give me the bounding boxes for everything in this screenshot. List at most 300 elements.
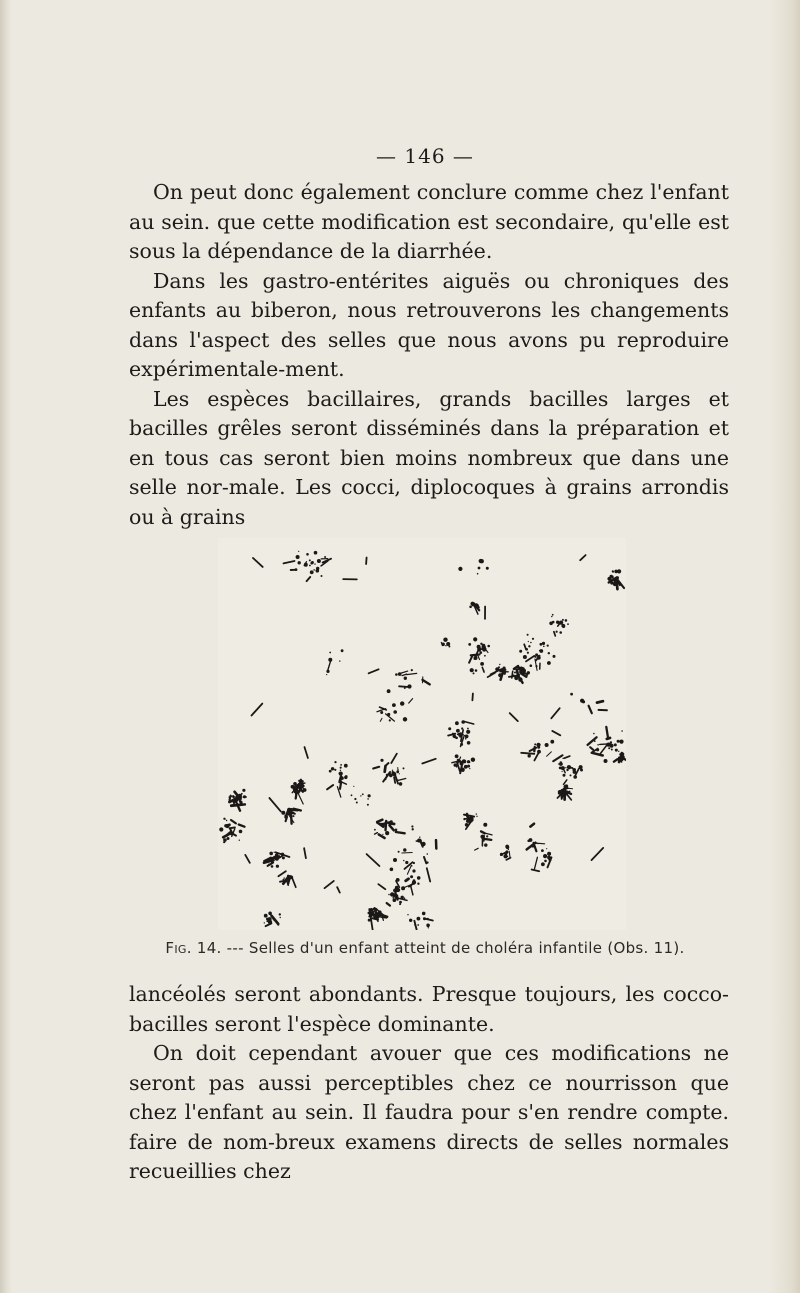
coccus-dot [385, 778, 387, 780]
coccus-dot [280, 917, 281, 918]
coccus-dot [507, 856, 509, 858]
bacillus-rod [391, 754, 397, 763]
coccus-dot [393, 710, 397, 714]
figure-illustration [218, 538, 626, 930]
coccus-dot [411, 825, 413, 827]
coccus-dot [480, 643, 482, 645]
bacillus-stroke [399, 686, 410, 687]
bacillus-stroke [223, 833, 230, 837]
bacillus-stroke [486, 833, 493, 835]
bacillus-stroke [327, 660, 331, 671]
bacillus-stroke [590, 747, 593, 750]
coccus-dot [314, 563, 315, 564]
page-number: — 146 — [376, 144, 474, 168]
coccus-dot [356, 802, 358, 804]
coccus-dot [560, 761, 562, 763]
coccus-dot [565, 791, 569, 795]
coccus-dot [622, 753, 625, 756]
coccus-dot [284, 877, 285, 878]
coccus-dot [528, 641, 529, 642]
coccus-dot [514, 672, 516, 674]
coccus-dot [334, 761, 336, 763]
coccus-dot [417, 924, 419, 926]
bacillus-stroke [394, 777, 395, 783]
coccus-dot [468, 643, 471, 646]
coccus-dot [506, 850, 508, 852]
coccus-dot [448, 727, 451, 730]
coccus-dot [310, 570, 314, 574]
coccus-dot [368, 794, 371, 797]
coccus-dot [482, 645, 486, 649]
bacillus-stroke [375, 833, 378, 835]
bacillus-stroke [606, 727, 608, 737]
coccus-dot [518, 677, 522, 681]
coccus-dot [530, 664, 533, 667]
coccus-dot [559, 631, 562, 634]
coccus-dot [469, 768, 470, 769]
bacillus-rod [305, 747, 308, 758]
bacillus-rod [592, 848, 604, 860]
coccus-dot [470, 668, 474, 672]
coccus-dot [463, 770, 465, 772]
coccus-dot [552, 614, 554, 616]
coccus-dot [484, 843, 487, 846]
coccus-dot [570, 693, 573, 696]
coccus-dot [612, 570, 614, 572]
coccus-dot [283, 879, 285, 881]
coccus-dot [480, 835, 484, 839]
coccus-dot [396, 878, 400, 882]
coccus-dot [390, 820, 393, 823]
coccus-dot [404, 897, 406, 899]
coccus-dot [329, 770, 332, 773]
text-block-bottom [129, 980, 729, 1187]
coccus-dot [273, 860, 275, 862]
coccus-dot [556, 631, 558, 633]
coccus-dot [458, 567, 462, 571]
bacillus-rod [427, 868, 430, 881]
coccus-dot [467, 741, 471, 745]
bacillus-stroke [509, 851, 510, 857]
bacillus-stroke [471, 654, 480, 655]
coccus-dot [411, 865, 413, 867]
coccus-dot [395, 829, 398, 832]
bacillus-rod [580, 555, 585, 560]
bacillus-stroke [564, 756, 570, 758]
coccus-dot [527, 652, 529, 654]
coccus-dot [448, 646, 450, 648]
coccus-dot [501, 853, 503, 855]
coccus-dot [390, 892, 394, 896]
coccus-dot [419, 837, 420, 838]
coccus-dot [553, 655, 556, 658]
coccus-dot [447, 735, 449, 737]
coccus-dot [235, 796, 238, 799]
coccus-dot [621, 730, 623, 732]
coccus-dot [328, 658, 332, 662]
bacillus-stroke [526, 656, 534, 662]
coccus-dot [387, 713, 390, 716]
coccus-dot [306, 553, 309, 556]
coccus-dot [426, 861, 428, 863]
coccus-dot [392, 703, 396, 707]
coccus-dot [310, 562, 313, 565]
paragraph: Les espèces bacillaires, grands bacilles larges et bacilles grêles seront disséminés dans la préparation et en tous cas seront bien moins nombreux que dans une selle nor-male. Les cocci, diplocoques à grains arrondis ou à grains [129, 386, 729, 529]
coccus-dot [568, 765, 571, 768]
coccus-dot [351, 794, 353, 796]
bacillus-stroke [298, 793, 303, 804]
coccus-dot [268, 863, 270, 865]
coccus-dot [384, 769, 386, 771]
coccus-dot [561, 766, 565, 770]
coccus-dot [456, 729, 460, 733]
coccus-dot [377, 914, 379, 916]
coccus-dot [469, 606, 472, 609]
coccus-dot [597, 744, 599, 746]
coccus-dot [580, 769, 583, 772]
coccus-dot [300, 779, 302, 781]
coccus-dot [505, 845, 509, 849]
coccus-dot [570, 774, 572, 776]
coccus-dot [389, 719, 391, 721]
coccus-dot [380, 711, 383, 714]
coccus-dot [476, 816, 477, 817]
coccus-dot [544, 860, 547, 863]
coccus-dot [298, 561, 301, 564]
coccus-dot [530, 642, 532, 644]
coccus-dot [392, 771, 395, 774]
coccus-dot [611, 749, 613, 751]
coccus-dot [423, 917, 426, 920]
coccus-dot [567, 623, 569, 625]
coccus-dot [403, 860, 404, 861]
bacillus-stroke [239, 825, 245, 827]
coccus-dot [345, 775, 348, 778]
coccus-dot [546, 848, 547, 849]
coccus-dot [417, 876, 421, 880]
coccus-dot [340, 767, 342, 769]
coccus-dot [483, 670, 485, 672]
coccus-dot [334, 769, 336, 771]
coccus-dot [608, 747, 610, 749]
bacillus-stroke [266, 923, 272, 926]
coccus-dot [467, 728, 469, 730]
coccus-dot [611, 576, 614, 579]
coccus-dot [417, 917, 421, 921]
coccus-dot [527, 634, 529, 636]
coccus-dot [411, 669, 413, 671]
coccus-dot [301, 786, 303, 788]
page-binding-edge [0, 0, 12, 1293]
coccus-dot [388, 894, 390, 896]
coccus-dot [317, 559, 321, 563]
coccus-dot [519, 650, 522, 653]
coccus-dot [486, 567, 489, 570]
coccus-dot [272, 857, 274, 859]
coccus-dot [562, 771, 563, 772]
coccus-dot [223, 841, 225, 843]
coccus-dot [367, 798, 369, 800]
coccus-dot [277, 856, 279, 858]
coccus-dot [519, 671, 521, 673]
coccus-dot [548, 652, 550, 654]
coccus-dot [309, 559, 311, 561]
coccus-dot [412, 828, 414, 830]
coccus-dot [339, 660, 340, 661]
coccus-dot [329, 652, 331, 654]
coccus-dot [395, 673, 398, 676]
bacillus-stroke [535, 857, 538, 869]
coccus-dot [232, 796, 235, 799]
coccus-dot [326, 674, 327, 675]
coccus-dot [474, 604, 476, 606]
coccus-dot [462, 759, 466, 763]
coccus-dot [303, 788, 307, 792]
coccus-dot [460, 743, 463, 746]
coccus-dot [385, 821, 388, 824]
coccus-dot [340, 764, 342, 766]
bacillus-stroke [401, 671, 407, 673]
coccus-dot [417, 883, 419, 885]
coccus-dot [573, 770, 577, 774]
bacillus-rod [532, 870, 540, 872]
coccus-dot [367, 804, 369, 806]
paragraph: Dans les gastro-entérites aiguës ou chroniques des enfants au biberon, nous retrouverons les changements dans l'aspect des selles que nous avons pu reproduire expérimentale-ment. [129, 268, 729, 381]
figure-label: Fig. 14. [165, 939, 222, 957]
coccus-dot [471, 817, 474, 820]
coccus-dot [399, 782, 403, 786]
coccus-dot [461, 720, 465, 724]
coccus-dot [472, 602, 474, 604]
coccus-dot [545, 743, 549, 747]
coccus-dot [541, 862, 545, 866]
coccus-dot [385, 831, 389, 835]
coccus-dot [407, 914, 408, 915]
coccus-dot [528, 645, 530, 647]
bacillus-stroke [600, 744, 610, 745]
coccus-dot [547, 661, 551, 665]
coccus-dot [382, 834, 383, 835]
bacillus-stroke [230, 796, 231, 800]
bacillus-stroke [554, 632, 555, 636]
bacillus-rod [325, 881, 334, 888]
coccus-dot [556, 621, 559, 624]
coccus-dot [426, 924, 430, 928]
bacillus-rod [269, 798, 280, 811]
bacillus-stroke [506, 858, 510, 860]
coccus-dot [390, 868, 394, 872]
coccus-dot [477, 573, 479, 575]
coccus-dot [397, 769, 399, 771]
bacillus-stroke [530, 824, 534, 827]
coccus-dot [264, 914, 268, 918]
coccus-dot [399, 901, 402, 904]
coccus-dot [354, 798, 356, 800]
paragraph: lancéolés seront abondants. Presque toujours, les cocco-bacilles seront l'espèce dominante. [129, 982, 729, 1036]
coccus-dot [617, 740, 620, 743]
coccus-dot [455, 721, 459, 725]
coccus-dot [266, 918, 269, 921]
coccus-dot [616, 577, 619, 580]
coccus-dot [226, 820, 227, 821]
bacillus-stroke [414, 921, 416, 930]
coccus-dot [551, 616, 552, 617]
coccus-dot [273, 918, 276, 921]
coccus-dot [396, 779, 398, 781]
coccus-dot [227, 837, 230, 840]
bacillus-stroke [307, 577, 311, 581]
bacillus-stroke [231, 820, 236, 823]
coccus-dot [467, 817, 470, 820]
bacillus-stroke [387, 903, 390, 906]
coccus-dot [362, 793, 364, 795]
coccus-dot [465, 738, 467, 740]
bacillus-stroke [454, 736, 457, 738]
coccus-dot [393, 858, 397, 862]
coccus-dot [465, 824, 467, 826]
coccus-dot [341, 649, 344, 652]
bacillus-rod [252, 704, 263, 716]
coccus-dot [487, 645, 490, 648]
bacillus-stroke [327, 785, 333, 789]
bacillus-stroke [398, 779, 406, 781]
coccus-dot [618, 751, 619, 752]
coccus-dot [540, 643, 543, 646]
bacillus-stroke [423, 680, 430, 685]
coccus-dot [565, 767, 566, 768]
coccus-dot [527, 840, 530, 843]
coccus-dot [345, 765, 346, 766]
coccus-dot [404, 677, 407, 680]
coccus-dot [239, 840, 240, 841]
coccus-dot [539, 650, 541, 652]
bacillus-rod [551, 708, 559, 718]
coccus-dot [441, 643, 445, 647]
coccus-dot [264, 922, 265, 923]
coccus-dot [475, 669, 478, 672]
coccus-dot [550, 740, 554, 744]
coccus-dot [523, 655, 527, 659]
coccus-dot [446, 642, 450, 646]
coccus-dot [313, 569, 315, 571]
coccus-dot [316, 569, 320, 573]
bacillus-stroke [589, 706, 592, 713]
coccus-dot [396, 770, 399, 773]
coccus-dot [480, 662, 484, 666]
coccus-dot [340, 770, 341, 771]
coccus-dot [621, 761, 622, 762]
coccus-dot [422, 912, 426, 916]
bacillus-rod [304, 848, 306, 858]
coccus-dot [403, 767, 405, 769]
coccus-dot [339, 772, 343, 776]
coccus-dot [380, 759, 383, 762]
bacillus-stroke [380, 718, 382, 721]
bacillus-stroke [424, 857, 426, 863]
bacillus-stroke [553, 755, 562, 761]
coccus-dot [483, 823, 487, 827]
bacillus-stroke [534, 843, 544, 844]
bacillus-stroke [464, 722, 474, 725]
bacillus-stroke [340, 782, 341, 789]
coccus-dot [547, 645, 549, 647]
coccus-dot [413, 879, 416, 882]
coccus-dot [534, 743, 536, 745]
bacillus-stroke [547, 752, 552, 757]
coccus-dot [541, 849, 544, 852]
coccus-dot [409, 919, 412, 922]
coccus-dot [428, 927, 429, 928]
coccus-dot [558, 763, 559, 764]
bacillus-stroke [402, 853, 412, 854]
bacillus-rod [337, 887, 340, 892]
figure-caption-text: --- Selles d'un enfant atteint de choléra infantile (Obs. 11). [221, 939, 685, 957]
coccus-dot [562, 619, 564, 621]
coccus-dot [274, 852, 275, 853]
coccus-dot [614, 743, 617, 746]
coccus-dot [360, 795, 361, 796]
coccus-dot [508, 849, 509, 850]
coccus-dot [473, 637, 477, 641]
coccus-dot [486, 835, 488, 837]
bacillus-rod [367, 854, 380, 866]
coccus-dot [400, 701, 404, 705]
bacillus-rod [472, 694, 473, 701]
coccus-dot [395, 892, 397, 894]
coccus-dot [403, 717, 407, 721]
coccus-dot [617, 569, 621, 573]
coccus-dot [532, 638, 534, 640]
bacillus-rod [245, 855, 250, 863]
coccus-dot [542, 642, 545, 645]
coccus-dot [495, 667, 499, 671]
coccus-dot [403, 848, 406, 851]
coccus-dot [472, 605, 474, 607]
coccus-dot [305, 563, 306, 564]
coccus-dot [298, 551, 299, 552]
bacillus-stroke [379, 835, 385, 839]
coccus-dot [573, 775, 577, 779]
coccus-dot [281, 811, 285, 815]
coccus-dot [282, 856, 285, 859]
coccus-dot [224, 824, 227, 827]
coccus-dot [239, 830, 243, 834]
bacillus-stroke [286, 811, 289, 818]
coccus-dot [410, 875, 413, 878]
coccus-dot [244, 803, 247, 806]
coccus-dot [604, 759, 608, 763]
bacillus-rod [552, 731, 560, 735]
coccus-dot [480, 559, 484, 563]
bacillus-stroke [481, 831, 485, 833]
bacillus-rod [378, 884, 385, 889]
coccus-dot [412, 869, 415, 872]
paragraph: On doit cependant avouer que ces modifications ne seront pas aussi perceptibles chez ce nourrisson que chez l'enfant au sein. Il faudra pour s'en rendre compte. faire de nom-breux examens directs de selles normales recueillies chez [129, 1041, 729, 1183]
figure-caption [0, 939, 800, 957]
coccus-dot [309, 565, 311, 567]
coccus-dot [565, 619, 568, 622]
coccus-dot [219, 827, 223, 831]
coccus-dot [564, 785, 568, 789]
coccus-dot [443, 638, 447, 642]
coccus-dot [621, 758, 624, 761]
coccus-dot [369, 911, 371, 913]
coccus-dot [387, 689, 391, 693]
coccus-dot [484, 655, 486, 657]
coccus-dot [396, 898, 398, 900]
coccus-dot [279, 913, 281, 915]
coccus-dot [331, 767, 334, 770]
